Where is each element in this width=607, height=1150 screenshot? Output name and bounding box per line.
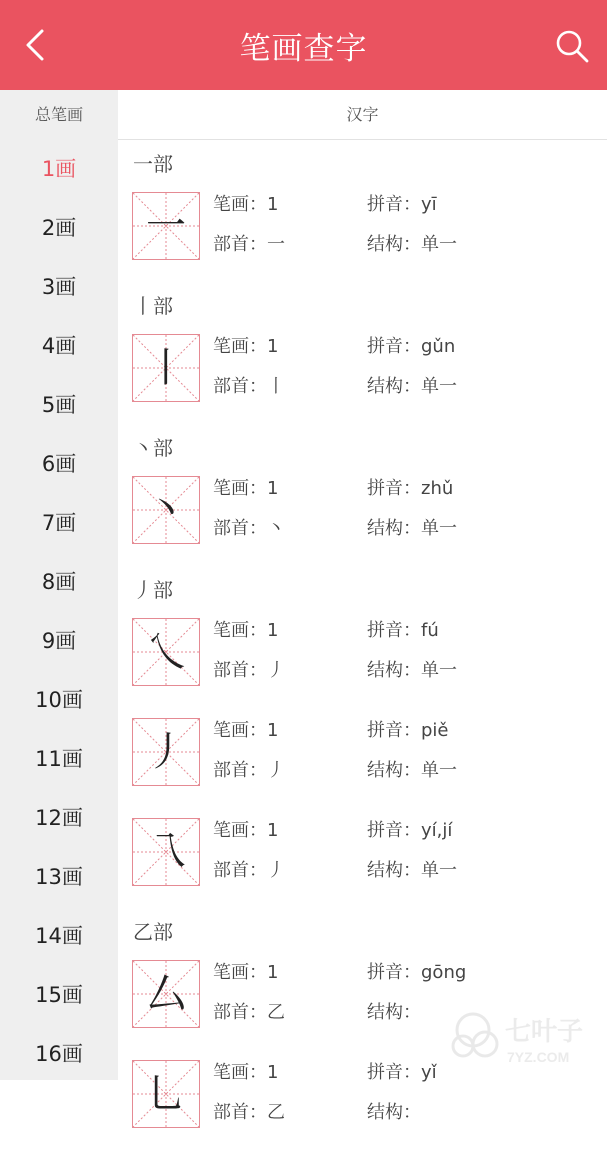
character-glyph: 乀 xyxy=(146,629,186,675)
structure-info: 结构：单一 xyxy=(367,376,457,397)
stroke-count-item[interactable]: 4画 xyxy=(41,334,77,358)
pinyin-info: 拼音：gōng xyxy=(367,962,467,983)
character-glyph: 丶 xyxy=(146,487,186,533)
stroke-count-item[interactable]: 7画 xyxy=(41,511,77,535)
character-glyph: 乚 xyxy=(146,1071,186,1117)
character-row[interactable] xyxy=(118,330,607,424)
pinyin-info: 拼音：zhǔ xyxy=(367,478,454,499)
stroke-count-item[interactable]: 15画 xyxy=(35,983,83,1007)
pinyin-info: 拼音：yī xyxy=(367,194,437,215)
page-title: 笔画查字 xyxy=(239,30,368,67)
character-row[interactable] xyxy=(118,472,607,566)
watermark-text: 七叶子 xyxy=(505,1016,584,1046)
stroke-count-item[interactable]: 10画 xyxy=(35,688,83,712)
stroke-count-item[interactable]: 6画 xyxy=(41,452,77,476)
stroke-count-info: 笔画：1 xyxy=(213,720,279,741)
character-row[interactable] xyxy=(118,1056,607,1150)
character-grid-box xyxy=(132,960,200,1028)
structure-info: 结构： xyxy=(367,1102,421,1123)
character-glyph: 丨 xyxy=(146,345,186,391)
top-bar xyxy=(0,0,607,90)
structure-info: 结构：单一 xyxy=(367,760,457,781)
character-glyph: 一 xyxy=(146,203,186,249)
stroke-count-info: 笔画：1 xyxy=(213,478,279,499)
pinyin-info: 拼音：fú xyxy=(367,620,439,641)
pinyin-info: 拼音：gǔn xyxy=(367,336,456,357)
stroke-count-item[interactable]: 3画 xyxy=(41,275,77,299)
character-grid-box xyxy=(132,718,200,786)
stroke-count-info: 笔画：1 xyxy=(213,962,279,983)
character-grid-box xyxy=(132,334,200,402)
structure-info: 结构： xyxy=(367,1002,421,1023)
stroke-count-sidebar xyxy=(0,90,118,1080)
stroke-count-item[interactable]: 11画 xyxy=(35,747,83,771)
radical-info: 部首：丶 xyxy=(213,518,285,539)
radical-info: 部首：丿 xyxy=(213,760,285,781)
character-grid-box xyxy=(132,818,200,886)
back-arrow-icon[interactable] xyxy=(18,27,54,63)
character-row[interactable] xyxy=(118,814,607,908)
stroke-count-info: 笔画：1 xyxy=(213,620,279,641)
radical-section-title: 丨部 xyxy=(133,294,173,318)
stroke-count-info: 笔画：1 xyxy=(213,1062,279,1083)
character-row[interactable] xyxy=(118,188,607,282)
structure-info: 结构：单一 xyxy=(367,860,457,881)
stroke-count-item[interactable]: 14画 xyxy=(35,924,83,948)
watermark-url: 7YZ.COM xyxy=(507,1049,570,1065)
structure-info: 结构：单一 xyxy=(367,234,457,255)
radical-info: 部首：丿 xyxy=(213,660,285,681)
stroke-count-item[interactable]: 13画 xyxy=(35,865,83,889)
stroke-count-item[interactable]: 8画 xyxy=(41,570,77,594)
stroke-count-item[interactable]: 9画 xyxy=(41,629,77,653)
character-grid-box xyxy=(132,1060,200,1128)
character-row[interactable] xyxy=(118,714,607,814)
stroke-count-item[interactable]: 2画 xyxy=(41,216,77,240)
character-glyph: 乁 xyxy=(146,829,186,875)
structure-info: 结构：单一 xyxy=(367,660,457,681)
pinyin-info: 拼音：yí,jí xyxy=(367,820,453,841)
radical-sections xyxy=(118,140,607,1150)
search-icon[interactable] xyxy=(553,27,591,65)
character-row[interactable] xyxy=(118,614,607,714)
radical-section-title: 丶部 xyxy=(133,436,173,460)
stroke-count-info: 笔画：1 xyxy=(213,336,279,357)
stroke-count-info: 笔画：1 xyxy=(213,820,279,841)
character-grid-box xyxy=(132,618,200,686)
sidebar-header: 总笔画 xyxy=(34,105,83,124)
character-glyph: 厶 xyxy=(146,971,186,1017)
radical-info: 部首：乙 xyxy=(213,1102,285,1123)
watermark-logo xyxy=(445,1000,595,1070)
character-grid-box xyxy=(132,192,200,260)
radical-section-title: 一部 xyxy=(133,152,173,176)
stroke-count-item[interactable]: 12画 xyxy=(35,806,83,830)
stroke-count-list xyxy=(0,140,118,1084)
pinyin-info: 拼音：yǐ xyxy=(367,1062,437,1083)
character-list-panel xyxy=(118,90,607,1123)
stroke-count-item[interactable]: 1画 xyxy=(41,157,77,181)
radical-info: 部首：一 xyxy=(213,234,285,255)
pinyin-info: 拼音：piě xyxy=(367,720,449,741)
stroke-count-info: 笔画：1 xyxy=(213,194,279,215)
radical-section-title: 乙部 xyxy=(133,920,173,944)
radical-info: 部首：丿 xyxy=(213,860,285,881)
radical-section-title: 丿部 xyxy=(133,578,173,602)
character-grid-box xyxy=(132,476,200,544)
stroke-count-item[interactable]: 16画 xyxy=(35,1042,83,1066)
radical-info: 部首：丨 xyxy=(213,376,285,397)
stroke-count-item[interactable]: 5画 xyxy=(41,393,77,417)
radical-info: 部首：乙 xyxy=(213,1002,285,1023)
character-glyph: 丿 xyxy=(146,729,186,775)
structure-info: 结构：单一 xyxy=(367,518,457,539)
main-header: 汉字 xyxy=(118,90,607,140)
